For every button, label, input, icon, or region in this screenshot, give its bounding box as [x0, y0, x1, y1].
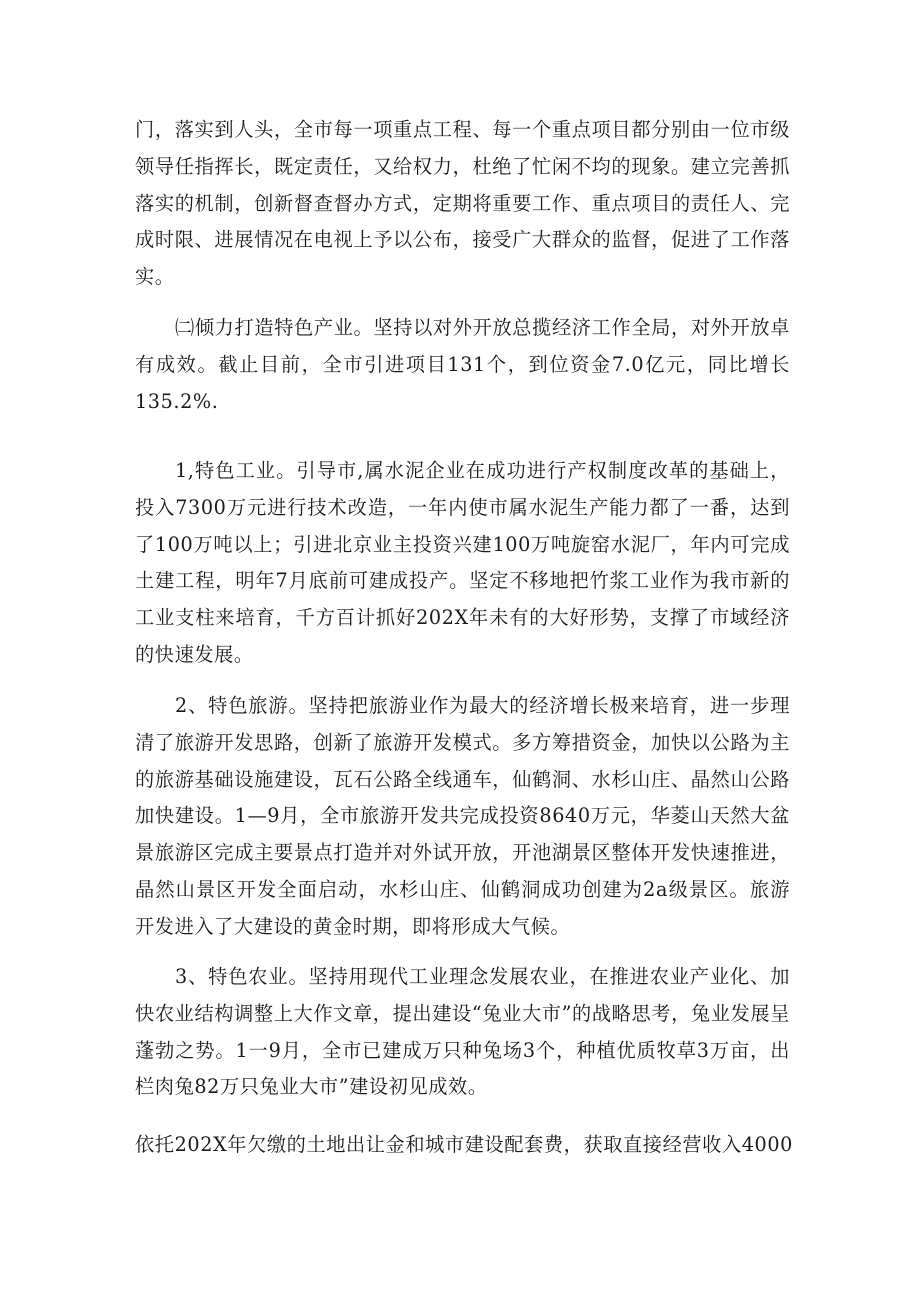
paragraph-work-implementation: 门，落实到人头，全市每一项重点工程、每一个重点项目都分别由一位市级领导任指挥长，既定责任，又给权力，杜绝了忙闲不均的现象。建立完善抓落实的机制，创新督查督办方式，定期将重要工作、重点项目的责任人、完成时限、进展情况在电视上予以公布，接受广大群众的监督，促进了工作落实。 — [135, 118, 790, 289]
paragraph-characteristic-agriculture: 3、特色农业。坚持用现代工业理念发展农业，在推进农业产业化、加快农业结构调整上大作文章，提出建设“兔业大市”的战略思考，兔业发展呈蓬勃之势。1一9月，全市已建成万只种兔场3个，种植优质牧草3万亩，出栏肉兔82万只兔业大市”建设初见成效。 — [135, 965, 790, 1099]
paragraph-land-revenue: 依托202X年欠缴的土地出让金和城市建设配套费，获取直接经营收入4000 — [135, 1133, 793, 1156]
paragraph-characteristic-industry-1: 1,特色工业。引导市,属水泥企业在成功进行产权制度改革的基础上，投入7300万元进行技术改造，一年内使市属水泥生产能力都了一番，达到了100万吨以上；引进北京业主投资兴建100万吨旋窑水泥厂，年内可完成土建工程，明年7月底前可建成投产。坚定不移地把竹浆工业作为我市新的工业支柱来培育，千方百计抓好202X年未有的大好形势，支撑了市域经济的快速发展。 — [135, 459, 790, 666]
paragraph-characteristic-tourism: 2、特色旅游。坚持把旅游业作为最大的经济增长极来培育，进一步理清了旅游开发思路，创新了旅游开发模式。多方筹措资金，加快以公路为主的旅游基础设施建设，瓦石公路全线通车，仙鹤洞、水杉山庄、晶然山公路加快建设。1—9月，全市旅游开发共完成投资8640万元，华菱山天然大盆景旅游区完成主要景点打造并对外试开放，开池湖景区整体开发快速推进，晶然山景区开发全面启动，水杉山庄、仙鹤洞成功创建为2a级景区。旅游开发进入了大建设的黄金时期，即将形成大气候。 — [135, 694, 790, 938]
paragraph-characteristic-industry: ㈡倾力打造特色产业。坚持以对外开放总揽经济工作全局，对外开放卓有成效。截止目前，全市引进项目131个，到位资金7.0亿元，同比增长135.2%. — [135, 316, 790, 413]
